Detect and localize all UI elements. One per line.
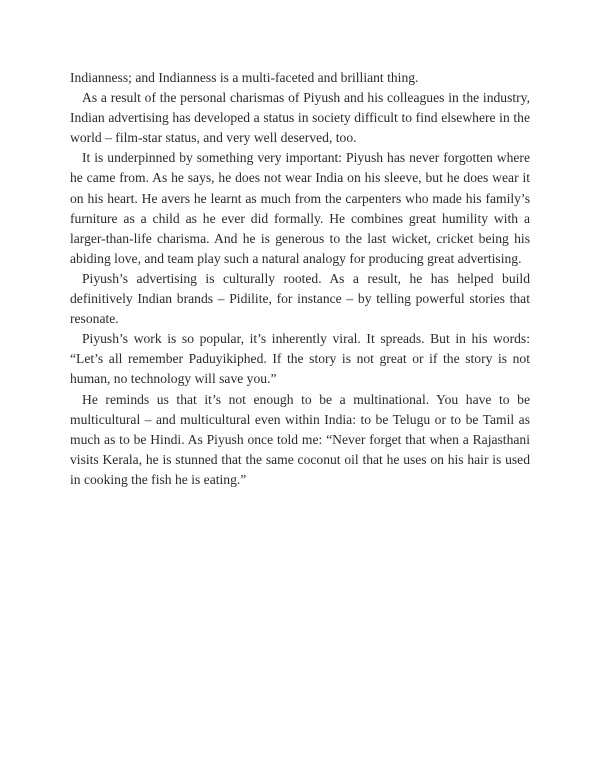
paragraph-piyush-roots: It is underpinned by something very important: Piyush has never forgotten where he came from. As he says, he does not wear India on his sleeve, but he does wear it on his heart. He avers he learnt as much from the carpenters who made his family’s furniture as a child as he ever did formally. He combines great humility with a larger-than-life charisma. And he is generous to the last wicket, cricket being his abiding love, and team play such a natural analogy for producing great advertising. [70, 150, 530, 266]
paragraph-multicultural: He reminds us that it’s not enough to be a multinational. You have to be multicultural – and multicultural even within India: to be Telugu or to be Tamil as much as to be Hindi. As Piyush once told me: “Never forget that when a Rajasthani visits Kerala, he is stunned that the same coconut oil that he uses on his hair is used in cooking the fish he is eating.” [70, 391, 530, 487]
paragraph-continuation: Indianness; and Indianness is a multi-faceted and brilliant thing. [70, 70, 419, 85]
paragraph-culturally-rooted: Piyush’s advertising is culturally rooted. As a result, he has helped build definitively Indian brands – Pidilite, for instance – by telling powerful stories that resonate. [70, 270, 530, 327]
paragraph-indian-advertising-status: As a result of the personal charismas of Piyush and his colleagues in the industry, Indian advertising has developed a status in society difficult to find elsewhere in the world – film-star status, and very well deserved, too. [70, 90, 530, 146]
paragraph-viral-work: Piyush’s work is so popular, it’s inherently viral. It spreads. But in his words: “Let’s all remember Paduyikiphed. If the story is not great or if the story is not human, no technology will save you.” [70, 331, 530, 387]
page-body [70, 68, 530, 490]
